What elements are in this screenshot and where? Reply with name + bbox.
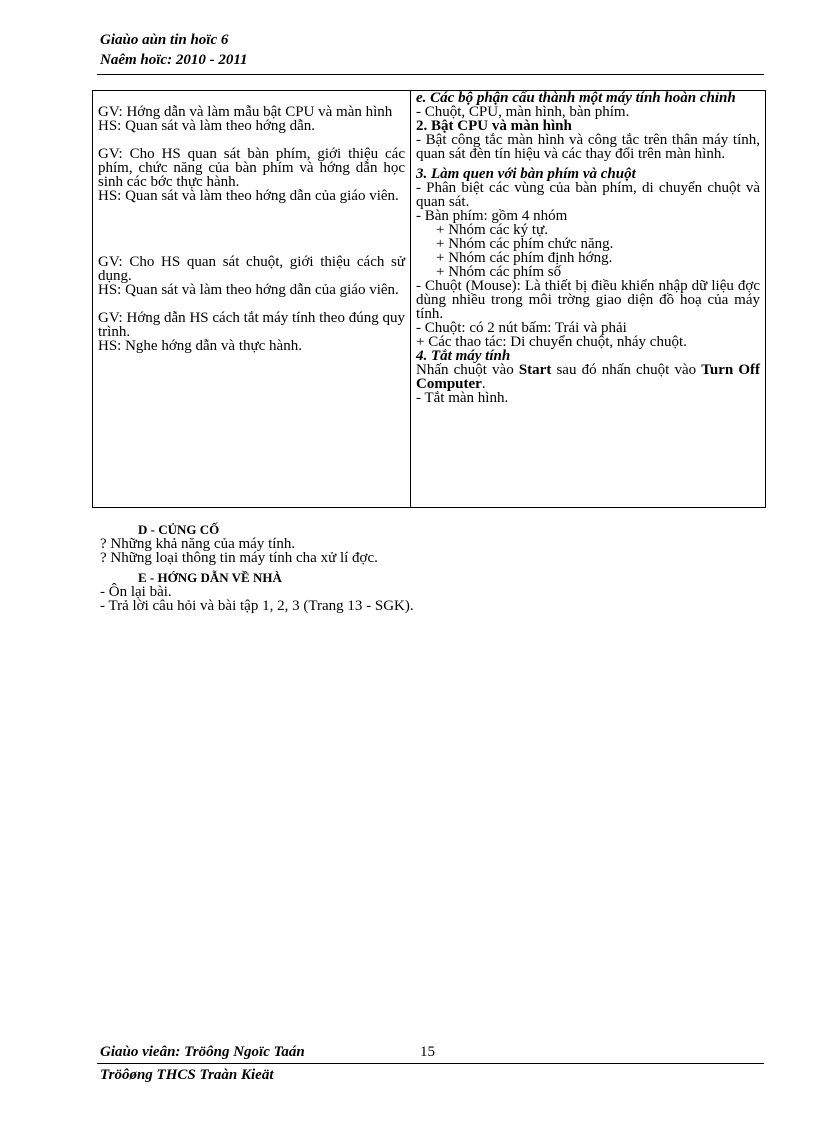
section-4-title: 4. Tắt máy tính: [416, 348, 511, 364]
activity-hs-2: HS: Quan sát và làm theo hớng dẫn của giáo viên.: [98, 188, 399, 204]
section-e-item: - Chuột, CPU, màn hình, bàn phím.: [416, 104, 630, 120]
section-2-text: - Bật công tắc màn hình và công tắc trên thân máy tính, quan sát đèn tín hiệu và các thay đổi trên màn hình.: [416, 132, 760, 162]
consolidate-heading: D - CỦNG CỐ: [138, 522, 220, 537]
instruction-end: .: [481, 376, 486, 392]
section-4-last: - Tắt màn hình.: [416, 390, 509, 406]
section-3-title: 3. Làm quen với bàn phím và chuột: [416, 166, 636, 182]
keyboard-group: + Nhóm các phím chức năng.: [436, 236, 614, 252]
activity-gv-1: GV: Hớng dẫn và làm mẫu bật CPU và màn hình: [98, 104, 393, 120]
activity-hs-1: HS: Quan sát và làm theo hớng dẫn.: [98, 118, 316, 134]
teacher-student-activities-cell: [93, 91, 411, 508]
section-e-title: e. Các bộ phận cấu thành một máy tính hoàn chỉnh: [416, 90, 736, 106]
section-4-instruction: [416, 363, 760, 391]
spacer: [98, 91, 405, 105]
page-number: 15: [420, 1044, 435, 1060]
header-rule: [97, 74, 764, 75]
consolidate-section: [100, 523, 378, 565]
spacer: [98, 203, 405, 255]
keyboard-group: + Nhóm các phím định hớng.: [436, 250, 613, 266]
lesson-table: [92, 90, 766, 508]
turn-off-keyword: Turn Off Computer: [416, 362, 760, 392]
lesson-content-cell: [411, 91, 766, 508]
homework-item: - Trả lời câu hỏi và bài tập 1, 2, 3 (Trang 13 - SGK).: [100, 598, 414, 614]
keyboard-group: + Nhóm các ký tự.: [436, 222, 548, 238]
consolidate-question: ? Những khả năng của máy tính.: [100, 536, 296, 552]
header-school-year: Naêm hoïc: 2010 - 2011: [100, 52, 248, 68]
header-subject: Giaùo aùn tin hoïc 6: [100, 32, 229, 48]
activity-gv-2: GV: Cho HS quan sát bàn phím, giới thiệu các phím, chức năng của bàn phím và hớng dẫn học sinh các bớc thực hành.: [98, 146, 405, 190]
spacer: [98, 297, 405, 311]
activity-gv-3: GV: Cho HS quan sát chuột, giới thiệu cách sử dụng.: [98, 254, 405, 284]
homework-item: - Ôn lại bài.: [100, 584, 172, 600]
footer-teacher: Giaùo vieân: Tröông Ngoïc Taán: [100, 1044, 305, 1060]
homework-heading: E - HỚNG DẪN VỀ NHÀ: [138, 570, 282, 585]
instruction-mid: sau đó nhấn chuột vào: [551, 362, 702, 378]
consolidate-question: ? Những loại thông tin máy tính cha xử lí đợc.: [100, 550, 378, 566]
mouse-operations: + Các thao tác: Di chuyển chuột, nháy chuột.: [416, 334, 687, 350]
section-3-text: - Phân biệt các vùng của bàn phím, di chuyển chuột và quan sát.: [416, 180, 760, 210]
start-keyword: Start: [518, 362, 552, 378]
mouse-definition: - Chuột (Mouse): Là thiết bị điều khiển nhập dữ liệu đợc dùng nhiều trong môi trờng giao diện đồ hoạ của máy tính.: [416, 278, 760, 322]
mouse-buttons: - Chuột: có 2 nút bấm: Trái và phải: [416, 320, 627, 336]
instruction-pre: Nhấn chuột vào: [416, 362, 519, 378]
keyboard-title: - Bàn phím: gồm 4 nhóm: [416, 208, 568, 224]
section-2-title: 2. Bật CPU và màn hình: [416, 118, 572, 134]
activity-hs-4: HS: Nghe hớng dẫn và thực hành.: [98, 338, 302, 354]
homework-section: [100, 571, 414, 613]
spacer: [98, 133, 405, 147]
footer-rule: [97, 1063, 764, 1064]
activity-gv-4: GV: Hớng dẫn HS cách tắt máy tính theo đúng quy trình.: [98, 310, 405, 340]
activity-hs-3: HS: Quan sát và làm theo hớng dẫn của giáo viên.: [98, 282, 399, 298]
footer-school: Tröôøng THCS Traàn Kieät: [100, 1067, 274, 1083]
keyboard-group: + Nhóm các phím số: [436, 264, 562, 280]
